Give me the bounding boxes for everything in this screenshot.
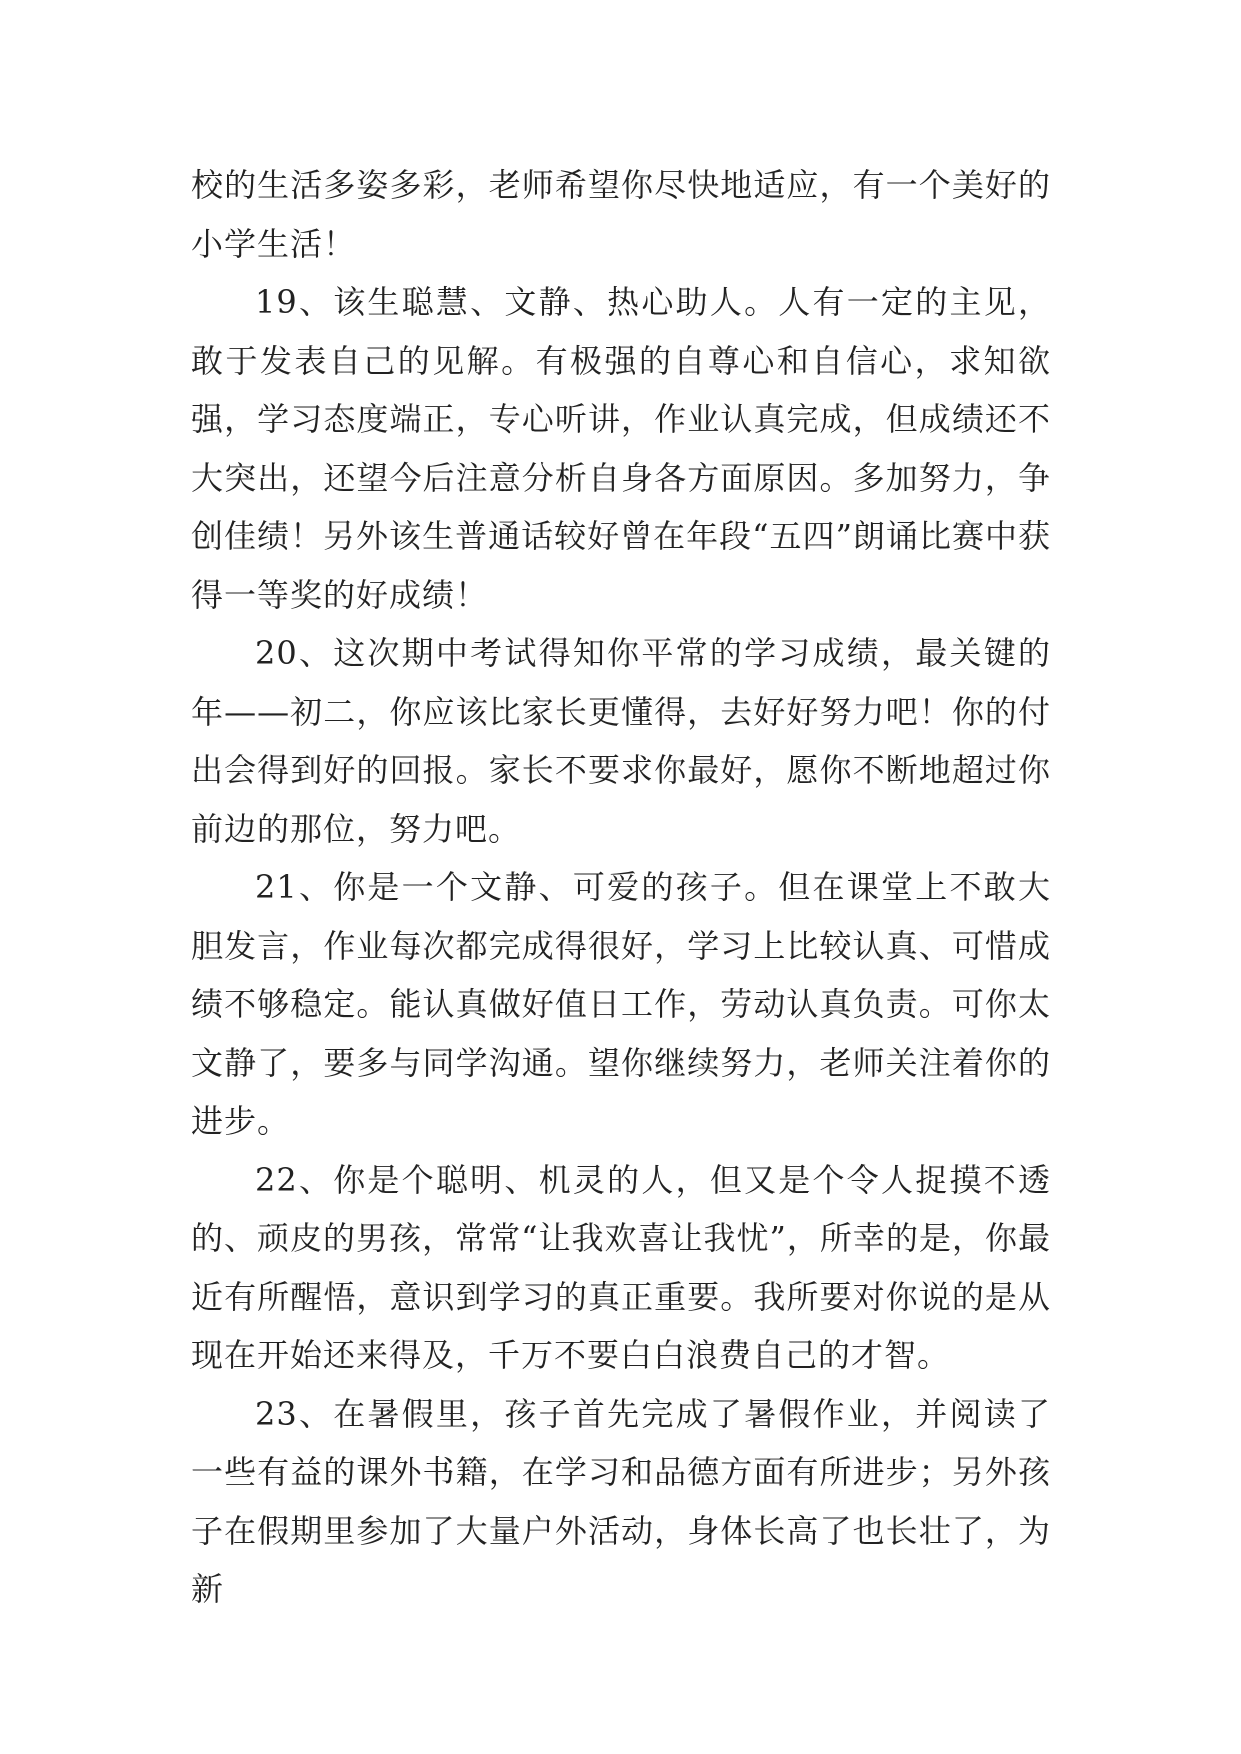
paragraph-continuation: 校的生活多姿多彩，老师希望你尽快地适应，有一个美好的小学生活！ (191, 166, 1051, 263)
paragraph-comment-20: 20、这次期中考试得知你平常的学习成绩，最关键的年——初二，你应该比家长更懂得，去好好努力吧！你的付出会得到好的回报。家长不要求你最好，愿你不断地超过你前边的那位，努力吧。 (191, 634, 1051, 848)
paragraph-comment-22: 22、你是个聪明、机灵的人，但又是个令人捉摸不透的、顽皮的男孩，常常“让我欢喜让我忧”，所幸的是，你最近有所醒悟，意识到学习的真正重要。我所要对你说的是从现在开始还来得及，千万不要白白浪费自己的才智。 (191, 1160, 1051, 1374)
paragraph-comment-21: 21、你是一个文静、可爱的孩子。但在课堂上不敢大胆发言，作业每次都完成得很好，学习上比较认真、可惜成绩不够稳定。能认真做好值日工作，劳动认真负责。可你太文静了，要多与同学沟通。望你继续努力，老师关注着你的进步。 (191, 868, 1051, 1140)
paragraph-comment-19: 19、该生聪慧、文静、热心助人。人有一定的主见，敢于发表自己的见解。有极强的自尊心和自信心，求知欲强，学习态度端正，专心听讲，作业认真完成，但成绩还不大突出，还望今后注意分析自身各方面原因。多加努力，争创佳绩！另外该生普通话较好曾在年段“五四”朗诵比赛中获得一等奖的好成绩！ (191, 283, 1051, 614)
paragraph-comment-23: 23、在暑假里，孩子首先完成了暑假作业，并阅读了一些有益的课外书籍，在学习和品德方面有所进步；另外孩子在假期里参加了大量户外活动，身体长高了也长壮了，为新 (191, 1394, 1051, 1608)
document-body (191, 156, 1051, 1619)
